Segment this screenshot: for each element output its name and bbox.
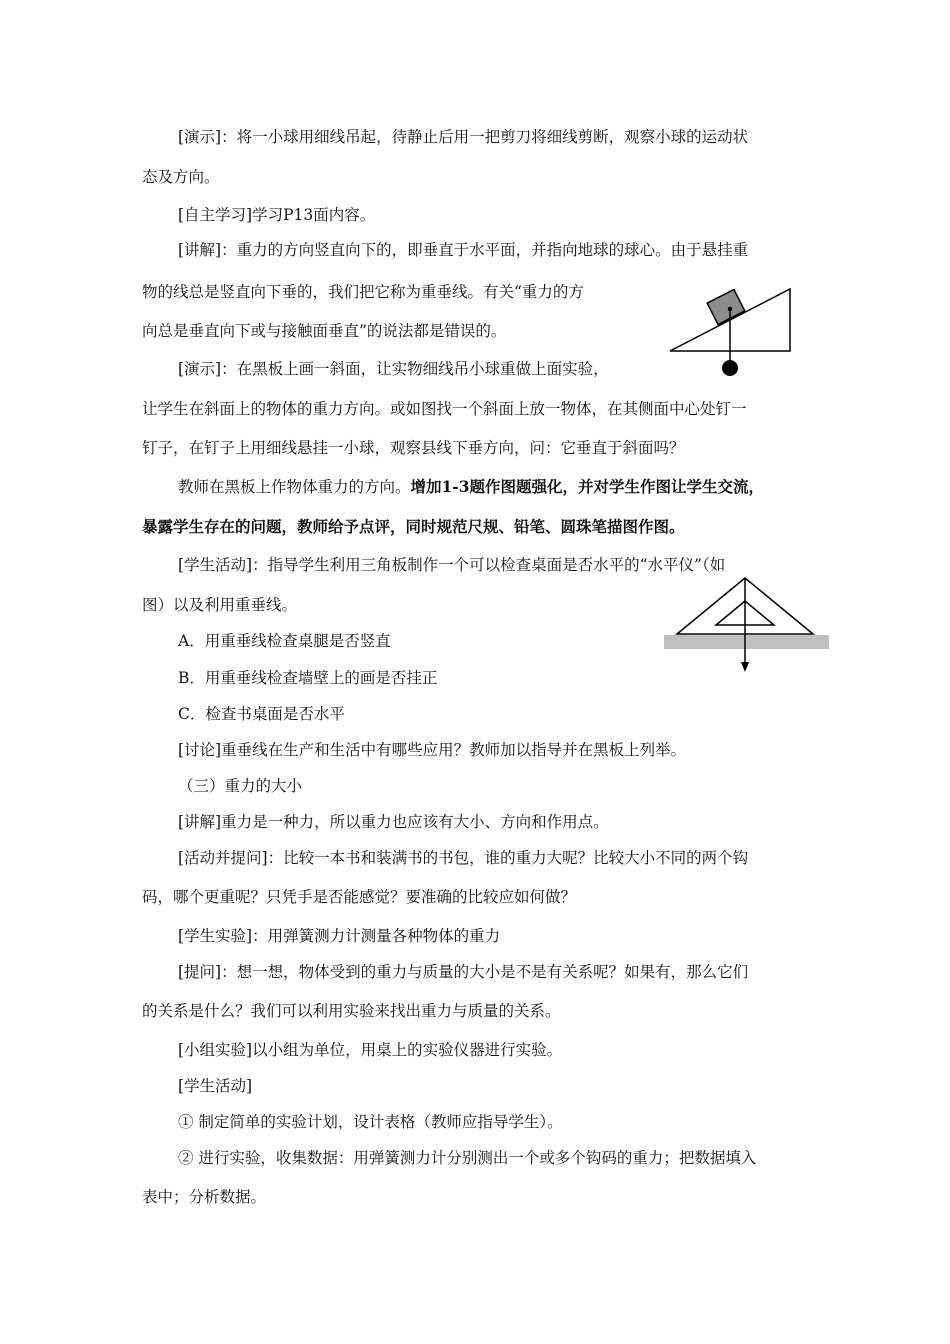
emphasis-exercise-text-2: 暴露学生存在的问题，教师给予点评，同时规范尺规、铅笔、圆珠笔描图作图。 xyxy=(142,517,685,536)
paragraph-question-line-2: 的关系是什么？我们可以利用实验来找出重力与质量的关系。 xyxy=(142,1002,561,1020)
teacher-draw-text: 教师在黑板上作物体重力的方向。 xyxy=(178,478,411,496)
paragraph-demo2-line-1: [演示]：在黑板上画一斜面，让实物细线吊小球重做上面实验， xyxy=(178,360,609,378)
paragraph-lecture-line-1: [讲解]：重力的方向竖直向下的，即垂直于水平面，并指向地球的球心。由于悬挂重 xyxy=(178,241,749,259)
paragraph-question-line-1: [提问]：想一想，物体受到的重力与质量的大小是不是有关系呢？如果有，那么它们 xyxy=(178,963,749,981)
desk-surface xyxy=(664,635,829,649)
paragraph-demo-line-2: 态及方向。 xyxy=(142,168,220,186)
paragraph-student-activity-line-2: 图）以及利用重垂线。 xyxy=(142,596,298,614)
paragraph-discussion: [讨论]重垂线在生产和生活中有哪些应用？教师加以指导并在黑板上列举。 xyxy=(178,741,687,759)
list-item-b: B．用重垂线检查墙壁上的画是否挂正 xyxy=(178,669,438,687)
arrow-down-icon xyxy=(741,662,749,672)
paragraph-self-study: [自主学习]学习P13面内容。 xyxy=(178,206,376,224)
paragraph-student-experiment: [学生实验]：用弹簧测力计测量各种物体的重力 xyxy=(178,927,501,945)
emphasis-exercise-text: 增加1-3题作图题强化，并对学生作图让学生交流， xyxy=(410,477,765,496)
step-one: ① 制定简单的实验计划，设计表格（教师应指导学生）。 xyxy=(178,1113,563,1131)
paragraph-activity-question-line-2: 码，哪个更重呢？只凭手是否能感觉？要准确的比较应如何做？ xyxy=(142,888,577,906)
paragraph-demo2-line-2: 让学生在斜面上的物体的重力方向。或如图找一个斜面上放一物体，在其侧面中心处钉一 xyxy=(142,400,747,418)
paragraph-demo2-line-3: 钉子，在钉子上用细线悬挂一小球，观察县线下垂方向，问：它垂直于斜面吗？ xyxy=(142,439,685,457)
inclined-plane-figure xyxy=(668,285,794,377)
list-item-c: C．检查书桌面是否水平 xyxy=(178,705,345,723)
plumb-ball xyxy=(722,360,738,376)
list-item-a: A．用重垂线检查桌腿是否竖直 xyxy=(178,632,391,650)
block-on-incline xyxy=(707,289,745,324)
paragraph-activity-question-line-1: [活动并提问]：比较一本书和装满书的书包，谁的重力大呢？比较大小不同的两个钩 xyxy=(178,849,749,867)
paragraph-teacher-draw xyxy=(178,476,764,498)
paragraph-student-activity-2: [学生活动] xyxy=(178,1077,253,1095)
paragraph-lecture-2: [讲解]重力是一种力，所以重力也应该有大小、方向和作用点。 xyxy=(178,813,609,831)
step-two-line-2: 表中；分析数据。 xyxy=(142,1188,267,1206)
section-heading-gravity-magnitude: （三）重力的大小 xyxy=(178,777,303,795)
paragraph-lecture-line-3: 向总是垂直向下或与接触面垂直”的说法都是错误的。 xyxy=(142,322,507,340)
paragraph-demo-line-1: [演示]：将一小球用细线吊起，待静止后用一把剪刀将细线剪断，观察小球的运动状 xyxy=(178,128,749,146)
paragraph-lecture-line-2: 物的线总是竖直向下垂的，我们把它称为重垂线。有关“重力的方 xyxy=(142,283,584,301)
paragraph-student-activity-line-1: [学生活动]：指导学生利用三角板制作一个可以检查桌面是否水平的“水平仪”（如 xyxy=(178,556,726,574)
level-triangle-figure xyxy=(664,576,830,676)
step-two-line-1: ② 进行实验，收集数据：用弹簧测力计分别测出一个或多个钩码的重力；把数据填入 xyxy=(178,1149,757,1167)
paragraph-group-experiment: [小组实验]以小组为单位，用桌上的实验仪器进行实验。 xyxy=(178,1041,563,1059)
